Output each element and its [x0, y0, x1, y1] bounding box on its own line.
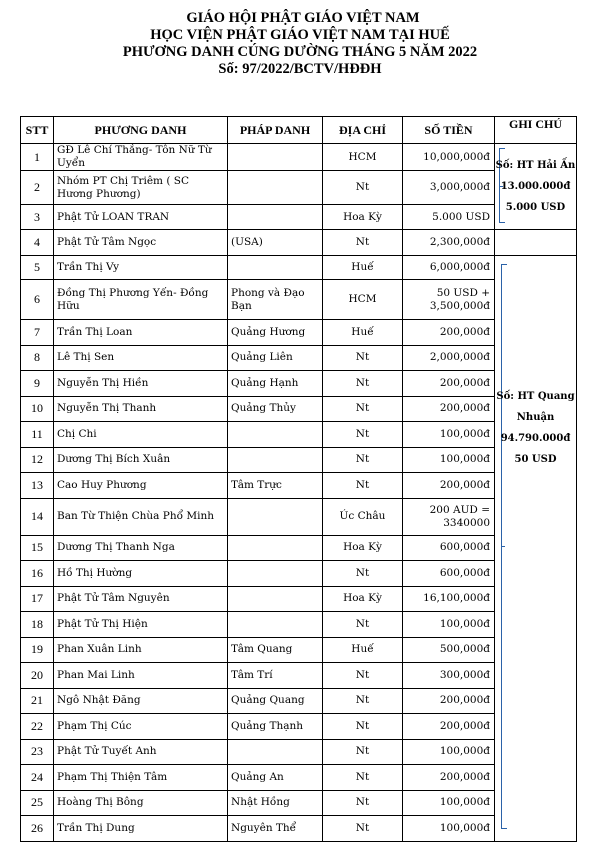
row-dharma-name: Phong và Đạo Bạn [228, 280, 323, 320]
table-row [21, 422, 577, 448]
row-amount: 100,000đ [403, 612, 495, 638]
row-stt: 3 [21, 205, 54, 230]
row-dharma-name: (USA) [228, 230, 323, 256]
row-stt: 19 [21, 637, 54, 663]
donation-table [20, 116, 577, 842]
document-title: PHƯƠNG DANH CÚNG DƯỜNG THÁNG 5 NĂM 2022 [122, 44, 478, 60]
row-amount: 50 USD + 3,500,000đ [403, 280, 495, 320]
row-dharma-name [228, 256, 323, 280]
note-line: Số: HT Hải Ấn [495, 160, 576, 171]
col-header-note: GHI CHÚ [495, 117, 577, 144]
row-dharma-name [228, 739, 323, 765]
table-row [21, 280, 577, 320]
row-stt: 15 [21, 535, 54, 561]
row-stt: 20 [21, 663, 54, 689]
row-stt: 26 [21, 816, 54, 842]
row-dharma-name [228, 205, 323, 230]
row-stt: 21 [21, 688, 54, 714]
row-name: Phật Tử LOAN TRAN [54, 205, 228, 230]
table-row [21, 739, 577, 765]
row-name: Phan Mai Linh [54, 663, 228, 689]
row-dharma-name: Nhật Hồng [228, 790, 323, 816]
row-dharma-name: Quảng An [228, 765, 323, 791]
row-dharma-name: Tâm Quang [228, 637, 323, 663]
row-stt: 23 [21, 739, 54, 765]
row-amount: 300,000đ [403, 663, 495, 689]
row-name: Hồ Thị Hường [54, 561, 228, 587]
row-name: Phật Tử Thị Hiện [54, 612, 228, 638]
table-row [21, 790, 577, 816]
row-name: Nhóm PT Chị Triêm ( SC Hương Phương) [54, 171, 228, 205]
row-name: Trần Thị Loan [54, 320, 228, 346]
col-header-name: PHƯƠNG DANH [54, 117, 228, 144]
row-amount: 3,000,000đ [403, 171, 495, 205]
row-name: Phạm Thị Cúc [54, 714, 228, 740]
row-stt: 7 [21, 320, 54, 346]
row-address: Úc Châu [323, 498, 403, 535]
note-line: 5.000 USD [505, 202, 566, 213]
row-amount: 2,000,000đ [403, 345, 495, 371]
row-name: Nguyễn Thị Hiền [54, 371, 228, 397]
row-address: Huế [323, 320, 403, 346]
row-address: Nt [323, 473, 403, 499]
row-address: Nt [323, 663, 403, 689]
note-line: Nhuận [516, 412, 555, 424]
row-stt: 12 [21, 447, 54, 473]
row-amount: 600,000đ [403, 535, 495, 561]
row-name: Phạm Thị Thiện Tâm [54, 765, 228, 791]
row-dharma-name: Quảng Liên [228, 345, 323, 371]
table-row [21, 612, 577, 638]
row-name: Lê Thị Sen [54, 345, 228, 371]
row-dharma-name: Tâm Trí [228, 663, 323, 689]
table-row [21, 230, 577, 256]
table-row [21, 586, 577, 612]
row-address: Nt [323, 561, 403, 587]
row-stt: 10 [21, 396, 54, 422]
row-amount: 200,000đ [403, 765, 495, 791]
table-header-row [21, 117, 577, 144]
table-row [21, 396, 577, 422]
row-stt: 6 [21, 280, 54, 320]
note-text [495, 155, 576, 218]
row-stt: 18 [21, 612, 54, 638]
row-address: Nt [323, 790, 403, 816]
bracket-tick [501, 546, 505, 547]
row-dharma-name: Quảng Hạnh [228, 371, 323, 397]
note-cell-group-1 [495, 144, 577, 230]
row-amount: 200,000đ [403, 396, 495, 422]
row-dharma-name: Quảng Quang [228, 688, 323, 714]
row-dharma-name [228, 535, 323, 561]
row-name: Dương Thị Bích Xuân [54, 447, 228, 473]
row-address: Nt [323, 230, 403, 256]
row-dharma-name [228, 144, 323, 171]
row-stt: 14 [21, 498, 54, 535]
row-name: Phật Tử Tâm Ngọc [54, 230, 228, 256]
row-address: Nt [323, 739, 403, 765]
row-amount: 200,000đ [403, 320, 495, 346]
row-stt: 24 [21, 765, 54, 791]
row-amount: 10,000,000đ [403, 144, 495, 171]
table-row [21, 714, 577, 740]
row-address: Nt [323, 371, 403, 397]
row-dharma-name: Nguyên Thể [228, 816, 323, 842]
row-dharma-name [228, 171, 323, 205]
table-row [21, 447, 577, 473]
row-address: Huế [323, 637, 403, 663]
row-name: Trần Thị Vy [54, 256, 228, 280]
row-stt: 17 [21, 586, 54, 612]
row-address: Nt [323, 688, 403, 714]
row-stt: 4 [21, 230, 54, 256]
note-cell-group-2 [495, 256, 577, 842]
row-amount: 500,000đ [403, 637, 495, 663]
document-header [0, 10, 600, 78]
row-amount: 2,300,000đ [403, 230, 495, 256]
col-header-stt: STT [21, 117, 54, 144]
row-address: Nt [323, 396, 403, 422]
row-name: Ngô Nhật Đăng [54, 688, 228, 714]
row-amount: 200,000đ [403, 714, 495, 740]
row-stt: 1 [21, 144, 54, 171]
org-name: GIÁO HỘI PHẬT GIÁO VIỆT NAM [186, 10, 420, 26]
row-address: Nt [323, 447, 403, 473]
note-line: 94.790.000đ [500, 433, 571, 445]
row-dharma-name [228, 586, 323, 612]
row-amount: 200,000đ [403, 473, 495, 499]
table-row [21, 473, 577, 499]
row-dharma-name [228, 561, 323, 587]
row-address: Nt [323, 765, 403, 791]
row-name: Trần Thị Dung [54, 816, 228, 842]
row-amount: 100,000đ [403, 422, 495, 448]
table-row [21, 535, 577, 561]
table-row [21, 688, 577, 714]
row-dharma-name: Quảng Thủy [228, 396, 323, 422]
row-name: Ban Từ Thiện Chùa Phổ Minh [54, 498, 228, 535]
document-number: Số: 97/2022/BCTV/HĐĐH [218, 61, 382, 77]
row-dharma-name [228, 447, 323, 473]
row-amount: 200,000đ [403, 688, 495, 714]
table-row [21, 256, 577, 280]
table-row [21, 205, 577, 230]
institute-name: HỌC VIỆN PHẬT GIÁO VIỆT NAM TẠI HUẾ [150, 27, 450, 43]
note-line: Số: HT Quang [496, 391, 575, 403]
row-stt: 9 [21, 371, 54, 397]
row-stt: 2 [21, 171, 54, 205]
row-amount: 100,000đ [403, 816, 495, 842]
row-address: Nt [323, 714, 403, 740]
row-name: Nguyễn Thị Thanh [54, 396, 228, 422]
table-row [21, 816, 577, 842]
table-row [21, 320, 577, 346]
row-name: GĐ Lê Chí Thắng- Tôn Nữ Từ Uyển [54, 144, 228, 171]
row-name: Phan Xuân Linh [54, 637, 228, 663]
row-address: Nt [323, 816, 403, 842]
row-address: Hoa Kỳ [323, 586, 403, 612]
table-row [21, 663, 577, 689]
table-body [21, 144, 577, 842]
row-name: Hoàng Thị Bông [54, 790, 228, 816]
row-amount: 100,000đ [403, 790, 495, 816]
row-stt: 13 [21, 473, 54, 499]
col-header-amount: SỐ TIỀN [403, 117, 495, 144]
row-name: Phật Tử Tâm Nguyên [54, 586, 228, 612]
table-row [21, 498, 577, 535]
row-stt: 11 [21, 422, 54, 448]
row-amount: 100,000đ [403, 739, 495, 765]
row-address: Huế [323, 256, 403, 280]
row-name: Đồng Thị Phương Yến- Đồng Hữu [54, 280, 228, 320]
note-line: 13.000.000đ [500, 181, 571, 192]
col-header-dharma: PHÁP DANH [228, 117, 323, 144]
table-row [21, 171, 577, 205]
row-stt: 25 [21, 790, 54, 816]
col-header-address: ĐỊA CHỈ [323, 117, 403, 144]
table-row [21, 637, 577, 663]
row-address: HCM [323, 144, 403, 171]
row-dharma-name [228, 612, 323, 638]
row-address: Nt [323, 422, 403, 448]
row-amount: 600,000đ [403, 561, 495, 587]
row-amount: 200,000đ [403, 371, 495, 397]
table-row [21, 765, 577, 791]
row-dharma-name: Quảng Thạnh [228, 714, 323, 740]
row-name: Cao Huy Phương [54, 473, 228, 499]
row-dharma-name: Quảng Hương [228, 320, 323, 346]
row-amount: 16,100,000đ [403, 586, 495, 612]
row-address: Hoa Kỳ [323, 535, 403, 561]
row-address: Nt [323, 171, 403, 205]
row-name: Dương Thị Thanh Nga [54, 535, 228, 561]
table-row [21, 561, 577, 587]
row-amount: 6,000,000đ [403, 256, 495, 280]
row-address: Hoa Kỳ [323, 205, 403, 230]
row-amount: 5.000 USD [403, 205, 495, 230]
row-stt: 8 [21, 345, 54, 371]
note-line: 50 USD [514, 454, 557, 466]
note-text [495, 386, 576, 470]
bracket-mark [501, 264, 507, 829]
row-dharma-name [228, 498, 323, 535]
row-dharma-name [228, 422, 323, 448]
row-amount: 100,000đ [403, 447, 495, 473]
table-row [21, 345, 577, 371]
row-address: Nt [323, 345, 403, 371]
table-row [21, 144, 577, 171]
row-stt: 22 [21, 714, 54, 740]
row-address: Nt [323, 612, 403, 638]
row-amount: 200 AUD = 3340000 [403, 498, 495, 535]
row-stt: 16 [21, 561, 54, 587]
row-name: Chị Chi [54, 422, 228, 448]
row-address: HCM [323, 280, 403, 320]
row-name: Phật Tử Tuyết Anh [54, 739, 228, 765]
row-stt: 5 [21, 256, 54, 280]
note-cell-empty [495, 230, 577, 256]
table-row [21, 371, 577, 397]
row-dharma-name: Tâm Trực [228, 473, 323, 499]
